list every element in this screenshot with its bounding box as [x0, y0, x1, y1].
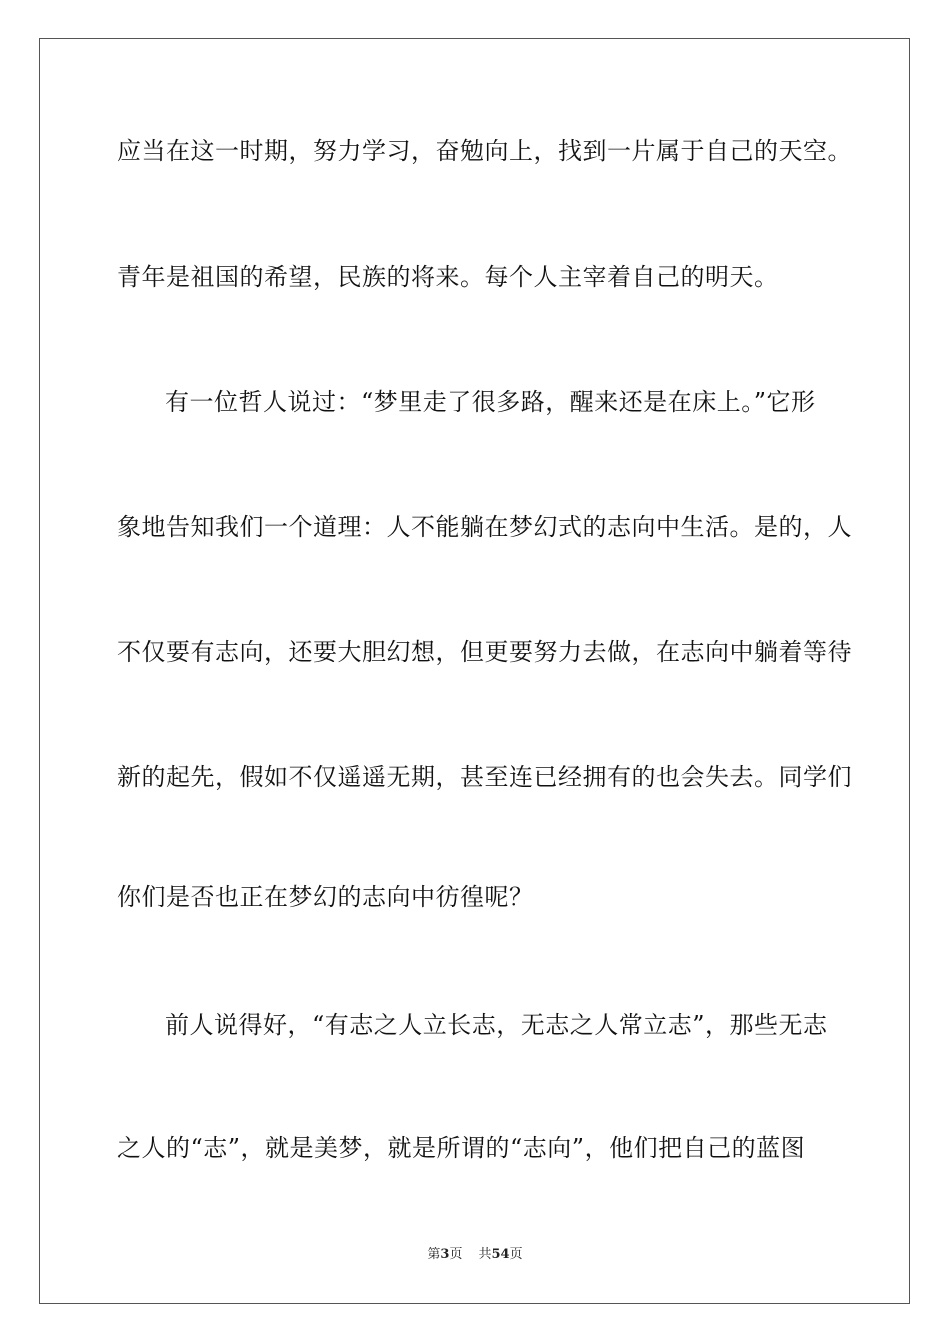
text-line-7: 你们是否也正在梦幻的志向中彷徨呢？ — [117, 883, 534, 911]
text-line-2: 青年是祖国的希望，民族的将来。每个人主宰着自己的明天。 — [117, 263, 779, 291]
total-pages: 54 — [491, 1247, 510, 1262]
text-line-1: 应当在这一时期，努力学习，奋勉向上，找到一片属于自己的天空。 — [117, 137, 852, 165]
total-suffix: 页 — [509, 1247, 523, 1262]
total-prefix: 共 — [478, 1247, 492, 1262]
text-line-9: 之人的“志”，就是美梦，就是所谓的“志向”，他们把自己的蓝图 — [117, 1134, 806, 1162]
text-line-6: 新的起先，假如不仅遥遥无期，甚至连已经拥有的也会失去。同学们 — [117, 763, 852, 791]
page-number: 3 — [440, 1247, 450, 1262]
page-suffix: 页 — [449, 1247, 463, 1262]
text-line-5: 不仅要有志向，还要大胆幻想，但更要努力去做，在志向中躺着等待 — [117, 638, 852, 666]
text-line-8: 前人说得好，“有志之人立长志，无志之人常立志”，那些无志 — [165, 1011, 828, 1039]
page-footer — [0, 1246, 950, 1264]
text-line-3: 有一位哲人说过：“梦里走了很多路，醒来还是在床上。”它形 — [165, 388, 816, 416]
page-prefix: 第 — [427, 1247, 441, 1262]
page-frame — [39, 38, 910, 1304]
text-line-4: 象地告知我们一个道理：人不能躺在梦幻式的志向中生活。是的，人 — [117, 513, 852, 541]
